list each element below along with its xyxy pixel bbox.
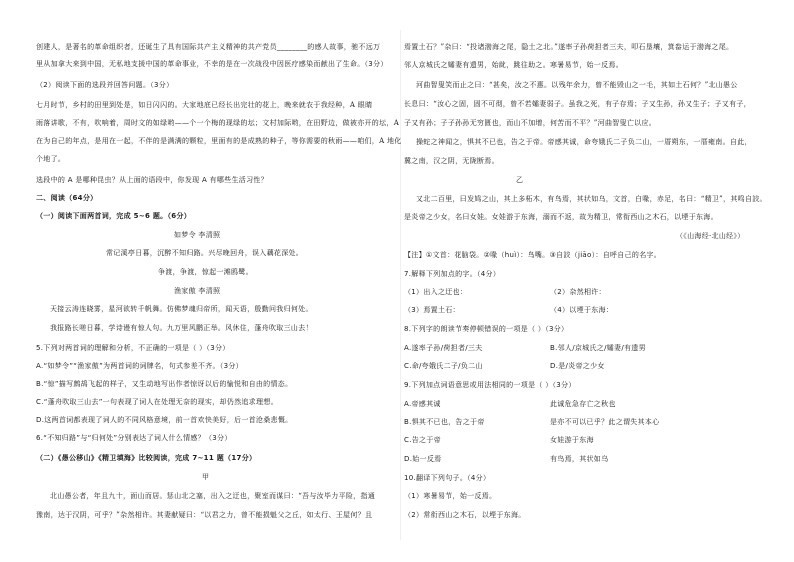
source-citation: （《山海经·北山经》）: [676, 232, 745, 240]
passage-line: 北山愚公者，年且九十，面山而居。惩山北之塞，出入之迂也，聚室而谋曰：“吾与汝毕力平险，指通: [50, 492, 376, 500]
passage-line: 操蛇之神闻之，惧其不已也，告之于帝。帝感其诚，命夸娥氏二子负二山，一厝朔东，一厝雍南。自此，: [416, 138, 752, 146]
question-10: 10.翻译下列句子。（4分）: [404, 474, 491, 482]
option-d: D.是/炎帝之少女: [550, 362, 605, 370]
section-heading: 二、阅读（64分）: [36, 194, 98, 202]
question-text: 里从加拿大来到中国，无私地支援中国的革命事业，不幸的是在一次战役中因医疗感染而献出了生命。（3分）: [36, 60, 388, 68]
poem-line: 天接云涛连晓雾，星河欲转千帆舞。仿佛梦魂归帝所，闻天语，殷勤问我归何处。: [50, 305, 313, 313]
question-8: 8.下列字的朗读节奏停顿错误的一项是（ ）（3分）: [404, 325, 569, 333]
option-a-compare: 此诚危急存亡之秋也: [550, 400, 616, 408]
poem-title: 如梦令 李清照: [174, 231, 221, 239]
option-a: A.遂率子孙/荷担者/三夫: [404, 344, 483, 352]
question-text: 选段中的 A 是哪种昆虫？从上面的语段中，你发现 A 有哪些生活习性？: [36, 176, 268, 184]
annotation-note: 【注】①文首：花脑袋。②喙（huì）：鸟嘴。③自詨（jiāo）：自呼自己的名字。: [404, 251, 662, 259]
passage-line: 焉置土石？”杂曰：“投诸渤海之尾，隐土之北。”遂率子孙荷担者三夫，叩石垦壤，箕畚运于渤海之尾。: [404, 43, 734, 51]
option-d-compare: 有鸟焉，其状如乌: [550, 455, 609, 463]
sub-question: （1）寒暑易节，始一反焉。: [404, 492, 497, 500]
option-d: D.始一反焉: [404, 455, 442, 463]
question-7: 7.解释下列加点的字。（4分）: [404, 270, 501, 278]
poem-line: 我报路长嗟日暮，学诗谩有惊人句。九万里风鹏正举。风休住，蓬舟吹取三山去！: [50, 324, 313, 332]
option-b: B.惧其不已也，告之于帝: [404, 418, 485, 426]
passage-line: 是炎帝之少女，名曰女娃。女娃游于东海，溺而不返，故为精卫，常衔西山之木石，以堙于东海。: [404, 213, 718, 221]
part-heading: （一）阅读下面两首词，完成 5~6 题。（6分）: [36, 212, 192, 220]
option-c: C.命/夸娥氏二子/负二山: [404, 362, 483, 370]
passage-line: 又北二百里，曰发鸠之山，其上多柘木，有鸟焉，其状如乌，文首，白喙，赤足，名曰：“精卫”，其鸣自詨。: [416, 195, 767, 203]
sub-question: （2）常衔西山之木石，以堙于东海。: [404, 511, 526, 519]
poem-line: 争渡，争渡，惊起一滩鸥鹭。: [158, 268, 253, 276]
option-b-compare: 是亦不可以已乎？此之谓失其本心: [550, 418, 660, 426]
passage-line: 冀之南，汉之阴，无陇断焉。: [404, 157, 499, 165]
option-b: B.“惊”描写鹧鸪飞起的样子，又生动地写出作者惊讶以后的愉悦和自由的情态。: [36, 380, 293, 388]
passage-line: 河曲智叟笑而止之曰：“甚矣，汝之不惠。以残年余力，曾不能毁山之一毛，其如土石何？”北山愚公: [416, 81, 738, 89]
option-c: C.告之于帝: [404, 436, 441, 444]
passage-line: 在为自己的年点，是用在一起，不伴的是满满的颗粒，里面有的是成熟的种子，等你需要的秋雨——咱们，A 地化: [36, 137, 402, 145]
option-d: D.这两首词都表现了词人的不同风格意境，前一首欢快美好，后一首沧桑悲慨。: [36, 416, 293, 424]
poem-title: 渔家傲 李清照: [174, 287, 221, 295]
sub-question: （4）以堙于东海：: [550, 306, 614, 314]
option-a: A.帝感其诚: [404, 400, 441, 408]
question-text: 创建人，是著名的革命组织者，还诞生了具有国际共产主义精神的共产党员________的感人故事，驰不远万: [36, 43, 381, 51]
passage-label: 甲: [202, 473, 210, 481]
passage-label: 乙: [516, 176, 524, 184]
option-a: A.“如梦令”“渔家傲”为两首词的词牌名，句式参差不齐。（3分）: [36, 362, 243, 370]
passage-line: 子又有孙；子子孙孙无穷匮也，而山不加增，何苦而不平？”河曲智叟亡以应。: [404, 119, 657, 127]
question-6: 6.“不知归路”与“归何处”分别表达了词人什么情感？（3分）: [36, 434, 232, 442]
sub-question: （1）出入之迂也：: [404, 288, 468, 296]
passage-line: 雨落讲歌，不有，吹响着，周时文的如绿哟——个一个梅的现绿的坛；文村加际哟，在田野边，做被亦开的坛，A: [36, 119, 400, 127]
passage-line: 豫南，达于汉阴，可乎？”杂然相许。其妻献疑曰：“以君之力，曾不能损魁父之丘，如太行、王屋何？且: [36, 511, 373, 519]
passage-line: 个地了。: [36, 155, 66, 163]
sub-question: （3）焉置土石：: [404, 306, 460, 314]
question-5: 5.下列对两首词的理解和分析，不正确的一项是（ ）（3分）: [36, 344, 230, 352]
poem-line: 常记溪亭日暮，沉醉不知归路。兴尽晚回舟，误入藕花深处。: [106, 249, 304, 257]
passage-line: 七月时节，乡村的田里到处是，如日闪闪的。大家地底已经长出完壮的花上，晚来就农于我经种，A 眼睛: [36, 101, 373, 109]
sub-question: （2）杂然相许：: [550, 288, 606, 296]
question-9: 9.下列加点词语意思或用法相同的一项是（ ）（3分）: [404, 381, 576, 389]
option-c-compare: 女娃游于东海: [550, 436, 594, 444]
part-heading: （二）《愚公移山》《精卫填海》比较阅读，完成 7~11 题（17分）: [36, 454, 257, 462]
option-b: B.邻人/京城氏之/孀妻/有遗男: [550, 344, 646, 352]
passage-line: 邻人京城氏之孀妻有遗男，始龀，跳往助之。寒暑易节，始一反焉。: [404, 61, 623, 69]
column-divider: [400, 30, 401, 540]
passage-line: 长息曰：“汝心之固，固不可彻，曾不若孀妻弱子。虽我之死，有子存焉；子又生孙，孙又生子；子又有子，: [404, 100, 751, 108]
option-c: C.“蓬舟吹取三山去”一句表现了词人在处理无奈的现实，却仍然追求理想。: [36, 398, 278, 406]
question-text: （2）阅读下面的选段并回答问题。（3分）: [36, 81, 174, 89]
